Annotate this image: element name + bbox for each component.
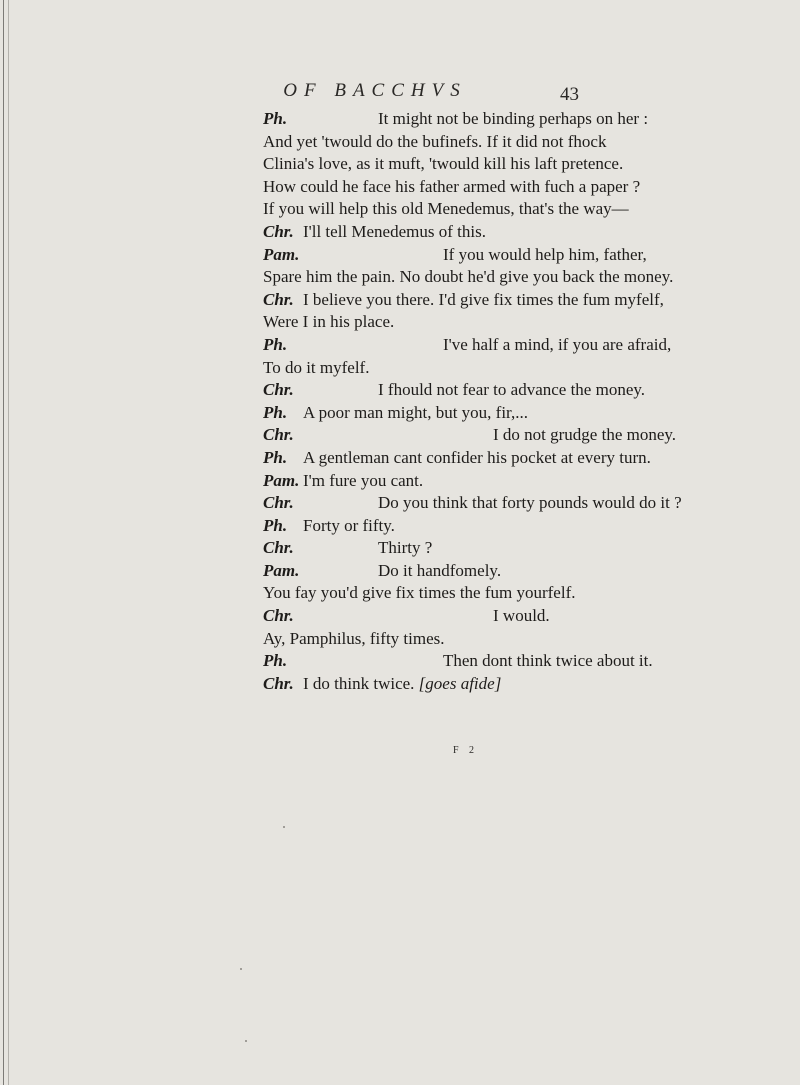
line-text <box>378 492 682 515</box>
paper-speck <box>283 826 285 828</box>
text-line <box>263 673 800 696</box>
speaker-label: Chr. <box>263 221 294 241</box>
spoken-text: You fay you'd give fix times the fum yourfelf. <box>263 583 576 603</box>
speaker-label: Ph. <box>263 515 288 535</box>
line-text <box>443 244 647 267</box>
speaker-label: Ph. <box>263 109 288 128</box>
dialogue-text <box>263 108 800 695</box>
line-text <box>493 605 550 628</box>
speaker-label: Chr. <box>263 673 294 693</box>
spoken-text: I'm fure you cant. <box>303 470 424 490</box>
speaker-label: Chr. <box>263 289 294 309</box>
spoken-text: Then dont think twice about it. <box>443 651 653 671</box>
spoken-text: Do you think that forty pounds would do it ? <box>378 493 682 513</box>
line-text <box>263 198 629 221</box>
spoken-text: A gentleman cant confider his pocket at every turn. <box>303 447 651 467</box>
stage-direction: [goes afide] <box>414 673 502 693</box>
line-text <box>303 289 664 312</box>
speaker-label: Chr. <box>263 425 294 445</box>
text-line <box>263 650 800 673</box>
text-line <box>263 244 800 267</box>
line-text <box>303 470 423 493</box>
line-text <box>378 108 648 131</box>
text-line <box>263 221 800 244</box>
text-line <box>263 334 800 357</box>
speaker-label: Chr. <box>263 606 294 626</box>
line-text <box>378 560 501 583</box>
speaker-label: Pam. <box>263 470 300 490</box>
line-text <box>443 650 653 673</box>
speaker-label: Chr. <box>263 380 294 400</box>
spoken-text: If you would help him, father, <box>443 244 647 264</box>
text-line <box>263 289 800 312</box>
speaker-label: Ph. <box>263 334 288 354</box>
paper-speck <box>245 1040 247 1042</box>
text-line <box>263 311 800 334</box>
signature-mark: F 2 <box>453 745 479 756</box>
line-text <box>493 424 676 447</box>
text-line <box>263 628 800 651</box>
text-line <box>263 198 800 221</box>
speaker-label: Chr. <box>263 493 294 513</box>
spoken-text: Were I in his place. <box>263 312 395 332</box>
spoken-text: How could he face his father armed with fuch a paper ? <box>263 176 641 196</box>
spoken-text: A poor man might, but you, fir,... <box>303 402 529 422</box>
page-edge-shadow <box>8 0 9 1085</box>
spoken-text: Clinia's love, as it muft, 'twould kill his laft pretence. <box>263 154 624 174</box>
text-line <box>263 424 800 447</box>
running-head-text: OF BACCHVS <box>283 80 467 101</box>
page-edge-line <box>3 0 4 1085</box>
spoken-text: Thirty ? <box>378 538 433 558</box>
spoken-text: I would. <box>493 606 550 626</box>
spoken-text: I do think twice. <box>303 673 415 693</box>
speaker-label: Chr. <box>263 538 294 558</box>
line-text <box>263 582 575 605</box>
spoken-text: Forty or fifty. <box>303 515 395 535</box>
line-text <box>263 131 606 154</box>
line-text <box>303 447 651 470</box>
line-text <box>303 221 486 244</box>
text-line <box>263 515 800 538</box>
text-line <box>263 492 800 515</box>
text-line <box>263 176 800 199</box>
spoken-text: To do it myfelf. <box>263 357 370 377</box>
line-text <box>263 266 673 289</box>
spoken-text: I fhould not fear to advance the money. <box>378 380 646 400</box>
line-text <box>263 311 394 334</box>
spoken-text: If you will help this old Menedemus, that's the way— <box>263 199 629 219</box>
text-line <box>263 560 800 583</box>
spoken-text: Ay, Pamphilus, fifty times. <box>263 628 445 648</box>
page-number: 43 <box>560 84 579 105</box>
running-head <box>0 80 800 102</box>
speaker-label: Pam. <box>263 560 300 580</box>
line-text <box>263 176 640 199</box>
text-line <box>263 470 800 493</box>
speaker-label: Pam. <box>263 244 300 264</box>
spoken-text: Spare him the pain. No doubt he'd give you back the money. <box>263 267 674 287</box>
line-text <box>378 379 645 402</box>
speaker-label: Ph. <box>263 447 288 467</box>
speaker-label: Ph. <box>263 402 288 422</box>
text-line <box>263 537 800 560</box>
spoken-text: It might not be binding perhaps on her : <box>378 109 649 128</box>
spoken-text: I'll tell Menedemus of this. <box>303 221 486 241</box>
text-line <box>263 582 800 605</box>
text-line <box>263 357 800 380</box>
line-text <box>303 673 501 696</box>
line-text <box>378 537 432 560</box>
spoken-text: I do not grudge the money. <box>493 425 677 445</box>
line-text <box>443 334 671 357</box>
line-text <box>303 402 528 425</box>
speaker-label: Ph. <box>263 651 288 671</box>
spoken-text: Do it handfomely. <box>378 560 502 580</box>
text-line <box>263 131 800 154</box>
text-line <box>263 402 800 425</box>
line-text <box>263 628 445 651</box>
text-line <box>263 108 800 131</box>
text-line <box>263 447 800 470</box>
text-line <box>263 605 800 628</box>
text-line <box>263 153 800 176</box>
text-line <box>263 379 800 402</box>
spoken-text: And yet 'twould do the bufinefs. If it did not fhock <box>263 131 607 151</box>
line-text <box>303 515 395 538</box>
spoken-text: I've half a mind, if you are afraid, <box>443 334 672 354</box>
spoken-text: I believe you there. I'd give fix times the fum myfelf, <box>303 289 664 309</box>
line-text <box>263 357 369 380</box>
text-line <box>263 266 800 289</box>
line-text <box>263 153 623 176</box>
paper-speck <box>240 968 242 970</box>
